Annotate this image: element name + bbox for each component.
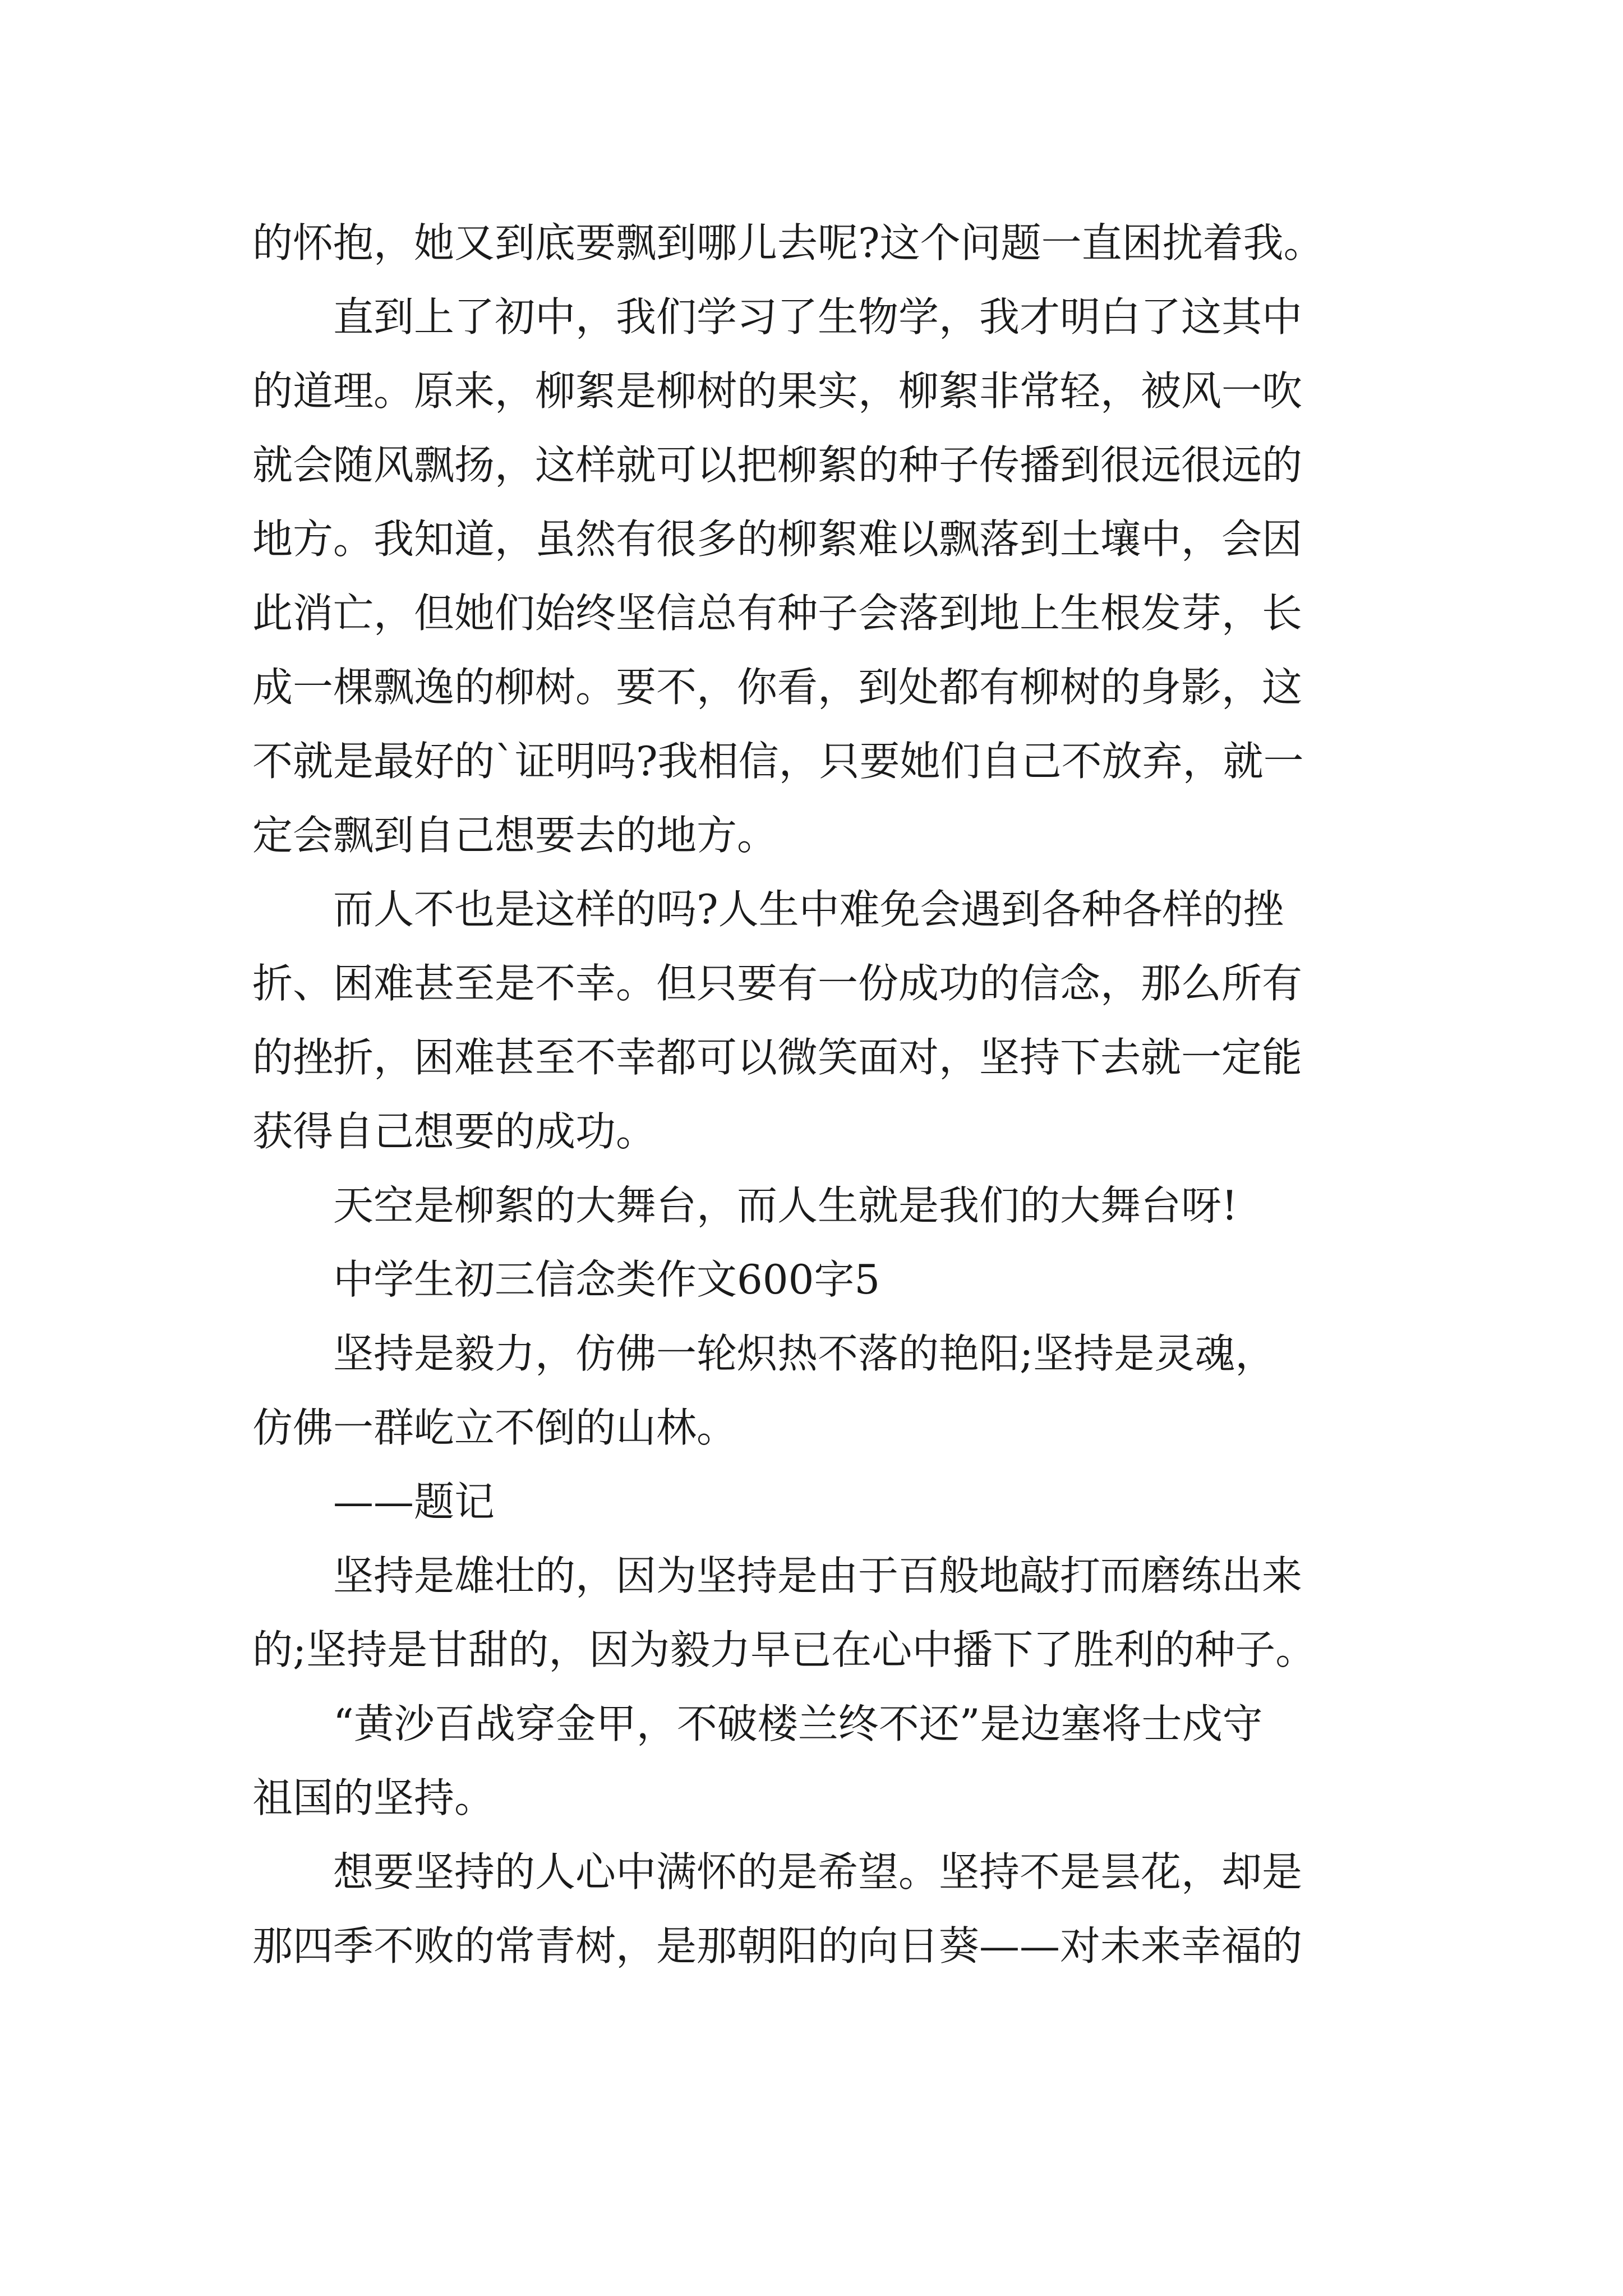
text-line: 直到上了初中，我们学习了生物学，我才明白了这其中 (333, 293, 1303, 341)
text-line: 想要坚持的人心中满怀的是希望。坚持不是昙花，却是 (333, 1848, 1303, 1895)
text-line: 此消亡，但她们始终坚信总有种子会落到地上生根发芽，长 (252, 590, 1303, 637)
text-line: 获得自己想要的成功。 (252, 1108, 657, 1155)
text-line: 的;坚持是甘甜的，因为毅力早已在心中播下了胜利的种子。 (252, 1626, 1316, 1673)
text-line: 而人不也是这样的吗?人生中难免会遇到各种各样的挫 (333, 886, 1284, 933)
text-line: 的挫折，困难甚至不幸都可以微笑面对，坚持下去就一定能 (252, 1034, 1303, 1081)
epigraph-label: ——题记 (333, 1478, 495, 1525)
text-line: 祖国的坚持。 (252, 1774, 495, 1821)
text-line: 折、困难甚至是不幸。但只要有一份成功的信念，那么所有 (252, 960, 1303, 1007)
text-line: 天空是柳絮的大舞台，而人生就是我们的大舞台呀! (333, 1182, 1238, 1229)
text-line: 的道理。原来，柳絮是柳树的果实，柳絮非常轻，被风一吹 (252, 367, 1303, 415)
text-line: 不就是最好的`证明吗?我相信，只要她们自己不放弃，就一 (252, 738, 1304, 785)
text-line: 就会随风飘扬，这样就可以把柳絮的种子传播到很远很远的 (252, 441, 1303, 489)
text-line: 坚持是雄壮的，因为坚持是由于百般地敲打而磨练出来 (333, 1552, 1303, 1599)
text-line: “黄沙百战穿金甲，不破楼兰终不还”是边塞将士戍守 (333, 1700, 1263, 1747)
text-line: 坚持是毅力，仿佛一轮炽热不落的艳阳;坚持是灵魂， (333, 1330, 1276, 1377)
section-heading: 中学生初三信念类作文600字5 (333, 1256, 880, 1303)
text-line: 的怀抱，她又到底要飘到哪儿去呢?这个问题一直困扰着我。 (252, 219, 1324, 266)
text-line: 地方。我知道，虽然有很多的柳絮难以飘落到土壤中，会因 (252, 516, 1303, 563)
text-line: 成一棵飘逸的柳树。要不，你看，到处都有柳树的身影，这 (252, 664, 1303, 711)
text-line: 定会飘到自己想要去的地方。 (252, 812, 778, 859)
text-line: 那四季不败的常青树，是那朝阳的向日葵——对未来幸福的 (252, 1922, 1303, 1970)
text-line: 仿佛一群屹立不倒的山林。 (252, 1404, 737, 1451)
